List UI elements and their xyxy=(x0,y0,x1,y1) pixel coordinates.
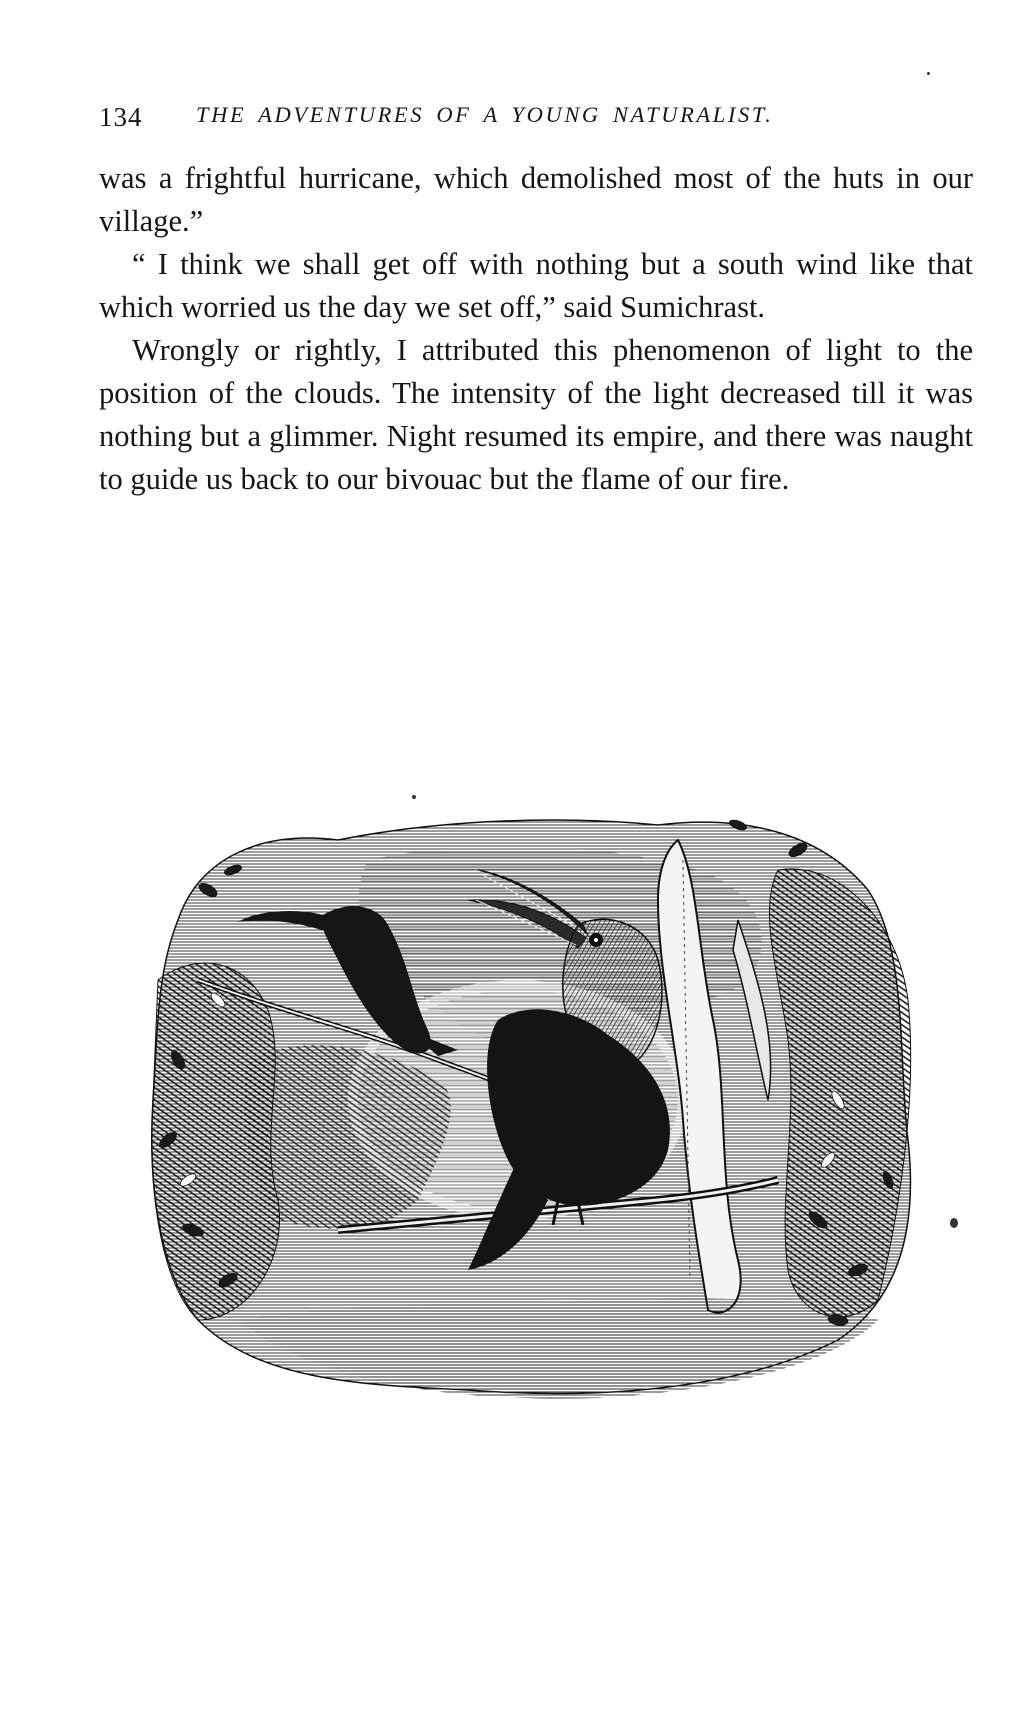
toucan-engraving xyxy=(138,800,938,1412)
paragraph-3: Wrongly or rightly, I attributed this phenomenon of light to the position of the clouds. The intensity of the light decreased till it was nothing but a glimmer. Night resumed its empire, and there was naught to guide us back to our bivouac but the flame of our fire. xyxy=(99,333,973,496)
body-text xyxy=(99,157,973,501)
page-number: 134 xyxy=(99,102,143,132)
running-head xyxy=(99,100,979,136)
ink-speck xyxy=(412,795,416,799)
toucan-engraving-image xyxy=(138,800,938,1412)
paragraph-1: was a frightful hurricane, which demolished most of the huts in our village.” xyxy=(99,161,973,238)
ink-speck xyxy=(950,1218,958,1228)
paragraph-2: “ I think we shall get off with nothing but a south wind like that which worried us the day we set off,” said Sumichrast. xyxy=(99,247,973,324)
ink-speck xyxy=(927,72,930,75)
running-title: THE ADVENTURES OF A YOUNG NATURALIST. xyxy=(196,102,774,127)
